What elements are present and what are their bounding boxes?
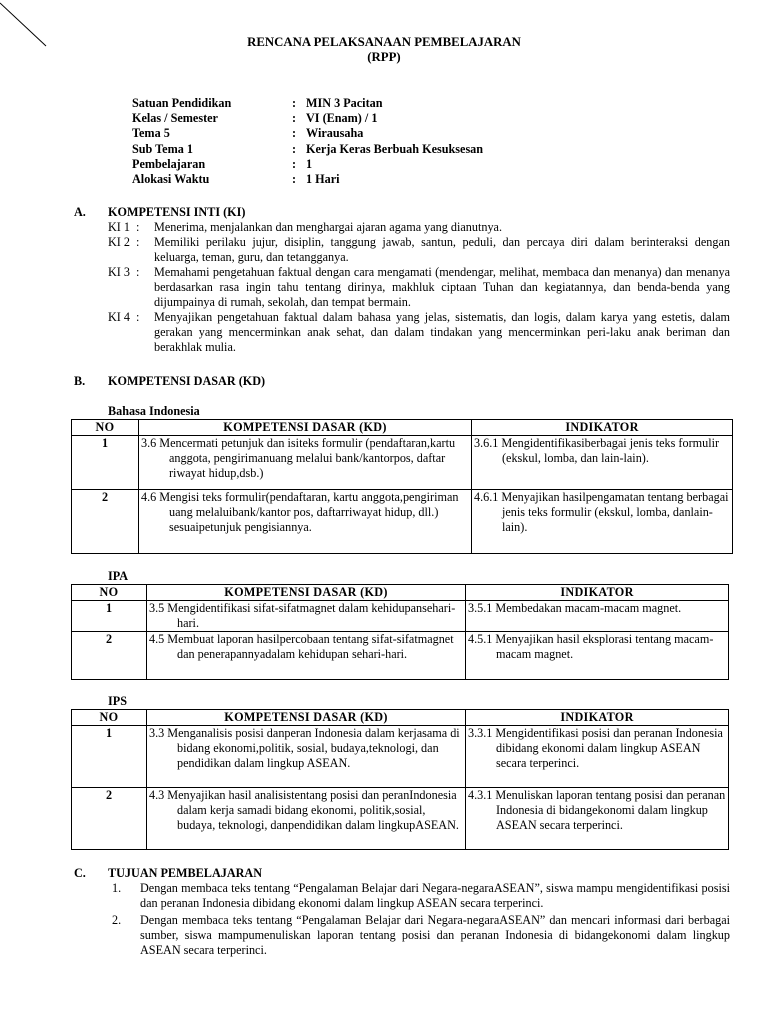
table-header-row [72, 420, 733, 436]
indikator-text: 3.3.1 Mengidentifikasi posisi dan peranan Indonesia dibidang ekonomi dalam lingkup ASEAN secara terperinci. [468, 726, 723, 770]
identity-value: Wirausaha [306, 126, 364, 141]
ki-item [108, 220, 730, 235]
identity-colon: : [292, 141, 297, 156]
kd-text: 3.6 Mencermati petunjuk dan isiteks formulir (pendaftaran,kartu anggota, pengirimanuang melalui bank/kantorpos, daftar riwayat hidup,dsb.) [141, 436, 456, 480]
ki-colon: : [136, 235, 140, 249]
identity-colon: : [292, 96, 297, 110]
section-b-heading [74, 374, 265, 389]
section-letter: C. [74, 866, 86, 880]
kd-cell [147, 726, 466, 788]
ki-colon: : [136, 265, 140, 279]
indikator-cell [472, 436, 733, 490]
ki-text: Menerima, menjalankan dan menghargai ajaran agama yang dianutnya. [154, 220, 502, 234]
tujuan-item [112, 913, 730, 958]
header-no: NO [72, 710, 147, 726]
tujuan-text: Dengan membaca teks tentang “Pengalaman Belajar dari Negara-negaraASEAN”, siswa mampu mengidentifikasi posisi dan peranan Indonesia dibidang ekonomi dalam lingkup ASEAN secara terperinci. [140, 881, 730, 910]
identity-colon: : [292, 111, 297, 126]
section-letter: B. [74, 374, 86, 388]
indikator-cell [466, 726, 729, 788]
kd-cell [147, 788, 466, 850]
identity-label: Sub Tema 1 [132, 141, 193, 156]
section-title: KOMPETENSI DASAR (KD) [108, 374, 266, 388]
ki-list [108, 220, 730, 355]
ki-code: KI 2 [108, 235, 131, 249]
row-number: 1 [72, 601, 147, 632]
identity-colon: : [292, 171, 297, 186]
document-subtitle: (RPP) [367, 50, 401, 64]
table-header-row [72, 710, 729, 726]
indikator-text: 4.6.1 Menyajikan hasilpengamatan tentang berbagai jenis teks formulir (ekskul, lomba, danlain-lain). [474, 490, 729, 534]
ki-text: Menyajikan pengetahuan faktual dalam bahasa yang jelas, sistematis, dan logis, dalam karya yang estetis, dalam gerakan yang mencerminkan anak sehat, dan dalam tindakan yang mencerminkan peri-laku anak beriman dan berakhlak mulia. [154, 310, 730, 354]
kd-text: 4.3 Menyajikan hasil analisistentang posisi dan peranIndonesia dalam kerja samadi bidang ekonomi, politik,sosial, budaya, teknologi, danpendidikan dalam lingkupASEAN. [149, 788, 459, 832]
identity-value: Kerja Keras Berbuah Kesuksesan [306, 141, 484, 156]
identity-colon: : [292, 126, 297, 141]
section-title: KOMPETENSI INTI (KI) [108, 205, 246, 219]
document-title: RENCANA PELAKSANAAN PEMBELAJARAN [247, 35, 521, 49]
ki-text: Memahami pengetahuan faktual dengan cara mengamati (mendengar, melihat, membaca dan menanya) dan menanya berdasarkan rasa ingin tahu tentang dirinya, makhluk ciptaan Tuhan dan kegiatannya, dan benda-benda yang dijumpainya di rumah, sekolah, dan tempat bermain. [154, 265, 730, 309]
kd-table-bahasa-indonesia [71, 419, 733, 554]
row-number: 2 [72, 632, 147, 680]
row-number: 1 [72, 436, 139, 490]
indikator-cell [472, 490, 733, 554]
ki-code: KI 1 [108, 220, 131, 234]
table-row [72, 436, 733, 490]
identity-colon: : [292, 156, 297, 171]
kd-cell [147, 632, 466, 680]
header-kd: KOMPETENSI DASAR (KD) [147, 710, 466, 726]
identity-value: 1 [306, 156, 313, 171]
header-kd: KOMPETENSI DASAR (KD) [147, 585, 466, 601]
kd-cell [139, 436, 472, 490]
ki-item [108, 235, 730, 265]
ki-item [108, 310, 730, 355]
identity-block [132, 96, 483, 187]
tujuan-number: 2. [112, 913, 122, 927]
tujuan-number: 1. [112, 881, 122, 895]
indikator-text: 3.5.1 Membedakan macam-macam magnet. [468, 601, 682, 615]
table-row [72, 490, 733, 554]
identity-row [132, 172, 483, 187]
tujuan-list [112, 881, 730, 960]
tujuan-item [112, 881, 730, 911]
identity-label: Kelas / Semester [132, 111, 218, 126]
table-row [72, 601, 729, 632]
ki-item [108, 265, 730, 310]
table-header-row [72, 585, 729, 601]
header-no: NO [72, 420, 139, 436]
kd-text: 4.5 Membuat laporan hasilpercobaan tentang sifat-sifatmagnet dan penerapannyadalam kehidupan sehari-hari. [149, 632, 454, 661]
ki-colon: : [136, 220, 140, 234]
ki-text: Memiliki perilaku jujur, disiplin, tanggung jawab, santun, peduli, dan percaya diri dalam berinteraksi dengan keluarga, teman, guru, dan tetangganya. [154, 235, 730, 264]
identity-label: Tema 5 [132, 126, 170, 141]
section-c-heading [74, 866, 262, 881]
identity-row [132, 96, 483, 111]
indikator-text: 3.6.1 Mengidentifikasiberbagai jenis teks formulir (ekskul, lomba, dan lain-lain). [474, 436, 720, 465]
ki-colon: : [136, 310, 140, 324]
identity-row [132, 111, 483, 126]
header-indikator: INDIKATOR [472, 420, 733, 436]
identity-value: 1 Hari [306, 171, 340, 186]
row-number: 1 [72, 726, 147, 788]
section-letter: A. [74, 205, 86, 219]
identity-label: Satuan Pendidikan [132, 96, 232, 110]
section-a-heading [74, 205, 245, 220]
table-row [72, 726, 729, 788]
ki-code: KI 3 [108, 265, 131, 279]
kd-cell [139, 490, 472, 554]
indikator-text: 4.5.1 Menyajikan hasil eksplorasi tentang macam-macam magnet. [468, 632, 714, 661]
identity-row [132, 126, 483, 141]
row-number: 2 [72, 490, 139, 554]
kd-text: 3.5 Mengidentifikasi sifat-sifatmagnet dalam kehidupansehari-hari. [149, 601, 456, 630]
row-number: 2 [72, 788, 147, 850]
tujuan-text: Dengan membaca teks tentang “Pengalaman Belajar dari Negara-negaraASEAN” dan mencari informasi dari berbagai sumber, siswa mampumenuliskan laporan tentang posisi dan peranan Indonesia di bidangekonomi dalam lingkup ASEAN secara terperinci. [140, 913, 730, 957]
kd-text: 4.6 Mengisi teks formulir(pendaftaran, kartu anggota,pengiriman uang melaluibank/kantor pos, daftarriwayat hidup, dll.) sesuaipetunjuk pengisiannya. [141, 490, 459, 534]
table-row [72, 632, 729, 680]
header-indikator: INDIKATOR [466, 585, 729, 601]
header-indikator: INDIKATOR [466, 710, 729, 726]
section-title: TUJUAN PEMBELAJARAN [108, 866, 263, 880]
indikator-text: 4.3.1 Menuliskan laporan tentang posisi dan peranan Indonesia di bidangekonomi dalam lingkup ASEAN secara terperinci. [468, 788, 726, 832]
identity-label: Alokasi Waktu [132, 171, 210, 186]
kd-cell [147, 601, 466, 632]
kd-table-ipa [71, 584, 729, 680]
kd-table-ips [71, 709, 729, 850]
indikator-cell [466, 788, 729, 850]
identity-row [132, 157, 483, 172]
header-no: NO [72, 585, 147, 601]
subject-label: IPS [108, 694, 127, 708]
header-kd: KOMPETENSI DASAR (KD) [139, 420, 472, 436]
indikator-cell [466, 632, 729, 680]
identity-label: Pembelajaran [132, 156, 206, 171]
identity-value: MIN 3 Pacitan [306, 96, 383, 110]
indikator-cell [466, 601, 729, 632]
table-row [72, 788, 729, 850]
identity-value: VI (Enam) / 1 [306, 111, 378, 126]
ki-code: KI 4 [108, 310, 131, 324]
kd-text: 3.3 Menganalisis posisi danperan Indonesia dalam kerjasama di bidang ekonomi,politik, sosial, budaya,teknologi, dan pendidikan dalam lingkup ASEAN. [149, 726, 460, 770]
identity-row [132, 142, 483, 157]
subject-label: IPA [108, 569, 129, 583]
subject-label: Bahasa Indonesia [108, 404, 200, 418]
